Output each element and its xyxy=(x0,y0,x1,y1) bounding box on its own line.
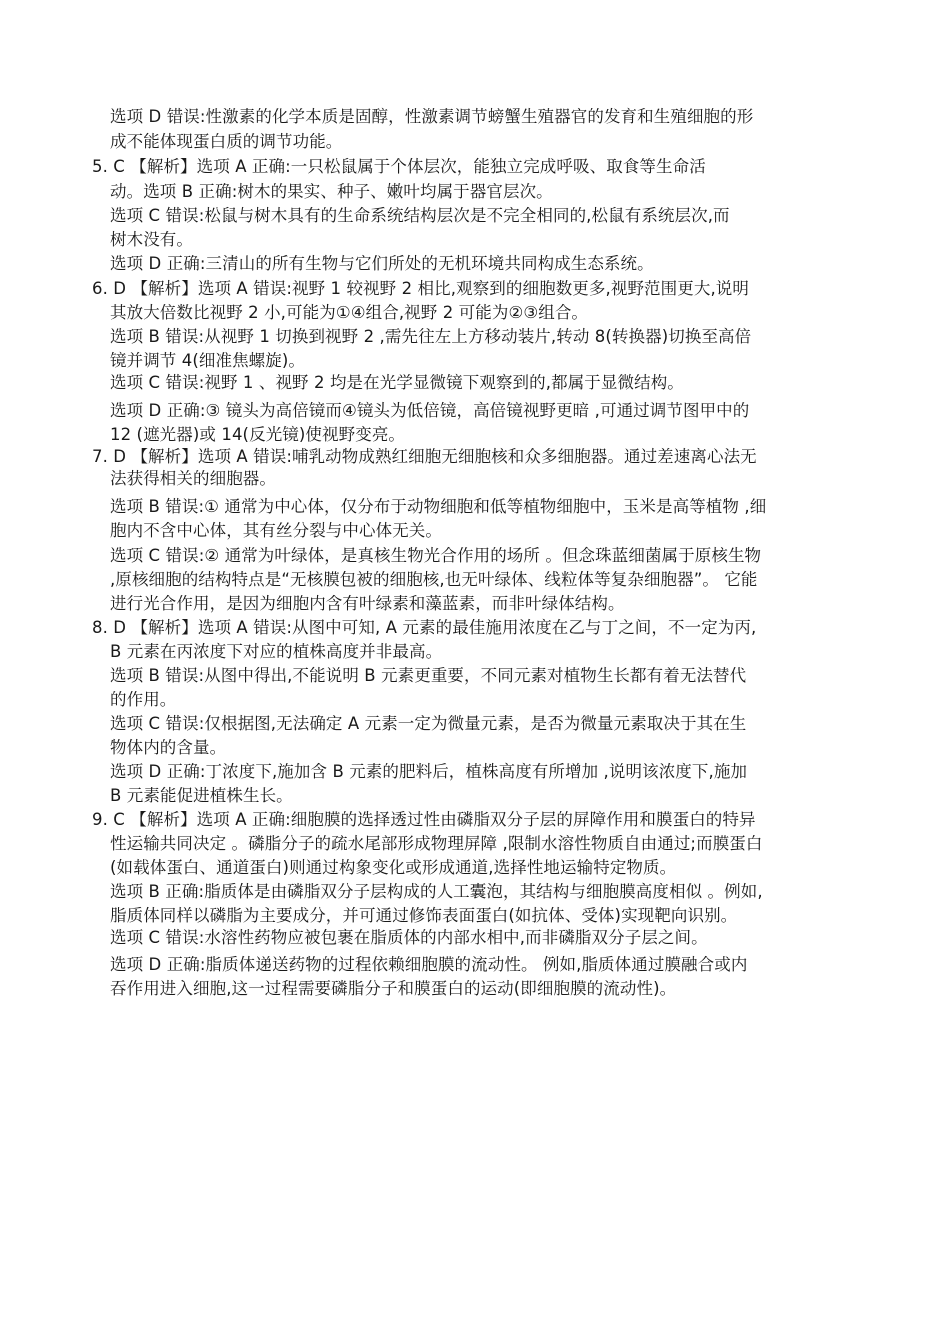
text-line: 6. D 【解析】选项 A 错误:视野 1 较视野 2 相比,观察到的细胞数更多,视野范围更大,说明 xyxy=(92,279,749,298)
text-line: 脂质体同样以磷脂为主要成分，并可通过修饰表面蛋白(如抗体、受体)实现靶向识别。 xyxy=(110,906,738,925)
text-line: 选项 D 正确:③ 镜头为高倍镜而④镜头为低倍镜，高倍镜视野更暗 ,可通过调节图甲中的 xyxy=(110,401,750,420)
text-line: 选项 D 正确:丁浓度下,施加含 B 元素的肥料后，植株高度有所增加 ,说明该浓度下,施加 xyxy=(110,762,748,781)
text-line: ,原核细胞的结构特点是“无核膜包被的细胞核,也无叶绿体、线粒体等复杂细胞器”。 它能 xyxy=(110,570,758,589)
text-line: 选项 B 错误:从图中得出,不能说明 B 元素更重要，不同元素对植物生长都有着无法替代 xyxy=(110,666,747,685)
text-line: 选项 C 错误:仅根据图,无法确定 A 元素一定为微量元素，是否为微量元素取决于其在生 xyxy=(110,714,747,733)
text-line: 12 (遮光器)或 14(反光镜)使视野变亮。 xyxy=(110,425,406,444)
text-line: 7. D 【解析】选项 A 错误:哺乳动物成熟红细胞无细胞核和众多细胞器。通过差速离心法无 xyxy=(92,447,757,466)
text-line: 5. C 【解析】选项 A 正确:一只松鼠属于个体层次，能独立完成呼吸、取食等生命活 xyxy=(92,157,706,176)
text-line: (如载体蛋白、通道蛋白)则通过构象变化或形成通道,选择性地运输特定物质。 xyxy=(110,858,677,877)
text-line: 成不能体现蛋白质的调节功能。 xyxy=(110,132,343,151)
text-line: B 元素在丙浓度下对应的植株高度并非最高。 xyxy=(110,642,443,661)
text-line: 树木没有。 xyxy=(110,230,193,249)
text-line: 进行光合作用，是因为细胞内含有叶绿素和藻蓝素，而非叶绿体结构。 xyxy=(110,594,625,613)
text-line: 其放大倍数比视野 2 小,可能为①④组合,视野 2 可能为②③组合。 xyxy=(110,303,589,322)
text-line: 选项 D 正确:三清山的所有生物与它们所处的无机环境共同构成生态系统。 xyxy=(110,254,654,273)
text-line: 胞内不含中心体，其有丝分裂与中心体无关。 xyxy=(110,521,442,540)
text-line: 9. C 【解析】选项 A 正确:细胞膜的选择透过性由磷脂双分子层的屏障作用和膜蛋白的特异 xyxy=(92,810,756,829)
text-line: 选项 B 错误:① 通常为中心体，仅分布于动物细胞和低等植物细胞中，玉米是高等植物 ,细 xyxy=(110,497,767,516)
text-line: 选项 C 错误:视野 1 、视野 2 均是在光学显微镜下观察到的,都属于显微结构。 xyxy=(110,373,684,392)
text-line: 物体内的含量。 xyxy=(110,738,227,757)
text-line: 吞作用进入细胞,这一过程需要磷脂分子和膜蛋白的运动(即细胞膜的流动性)。 xyxy=(110,979,677,998)
text-line: 选项 C 错误:松鼠与树木具有的生命系统结构层次是不完全相同的,松鼠有系统层次,而 xyxy=(110,206,730,225)
text-line: 选项 B 正确:脂质体是由磷脂双分子层构成的人工囊泡，其结构与细胞膜高度相似 。例如, xyxy=(110,882,763,901)
text-line: 选项 C 错误:② 通常为叶绿体，是真核生物光合作用的场所 。但念珠蓝细菌属于原核生物 xyxy=(110,546,762,565)
text-line: 性运输共同决定 。磷脂分子的疏水尾部形成物理屏障 ,限制水溶性物质自由通过;而膜蛋白 xyxy=(110,834,763,853)
text-line: 选项 D 正确:脂质体递送药物的过程依赖细胞膜的流动性。 例如,脂质体通过膜融合或内 xyxy=(110,955,748,974)
text-line: 动。选项 B 正确:树木的果实、种子、嫩叶均属于器官层次。 xyxy=(110,182,553,201)
text-line: 选项 D 错误:性激素的化学本质是固醇，性激素调节螃蟹生殖器官的发育和生殖细胞的形 xyxy=(110,107,754,126)
text-line: 选项 C 错误:水溶性药物应被包裹在脂质体的内部水相中,而非磷脂双分子层之间。 xyxy=(110,928,708,947)
text-line: 选项 B 错误:从视野 1 切换到视野 2 ,需先往左上方移动装片,转动 8(转换器)切换至高倍 xyxy=(110,327,752,346)
text-line: 法获得相关的细胞器。 xyxy=(110,469,276,488)
text-line: 8. D 【解析】选项 A 错误:从图中可知, A 元素的最佳施用浓度在乙与丁之间，不一定为丙, xyxy=(92,618,757,637)
text-line: B 元素能促进植株生长。 xyxy=(110,786,293,805)
text-line: 的作用。 xyxy=(110,690,177,709)
text-line: 镜并调节 4(细准焦螺旋)。 xyxy=(110,351,306,370)
